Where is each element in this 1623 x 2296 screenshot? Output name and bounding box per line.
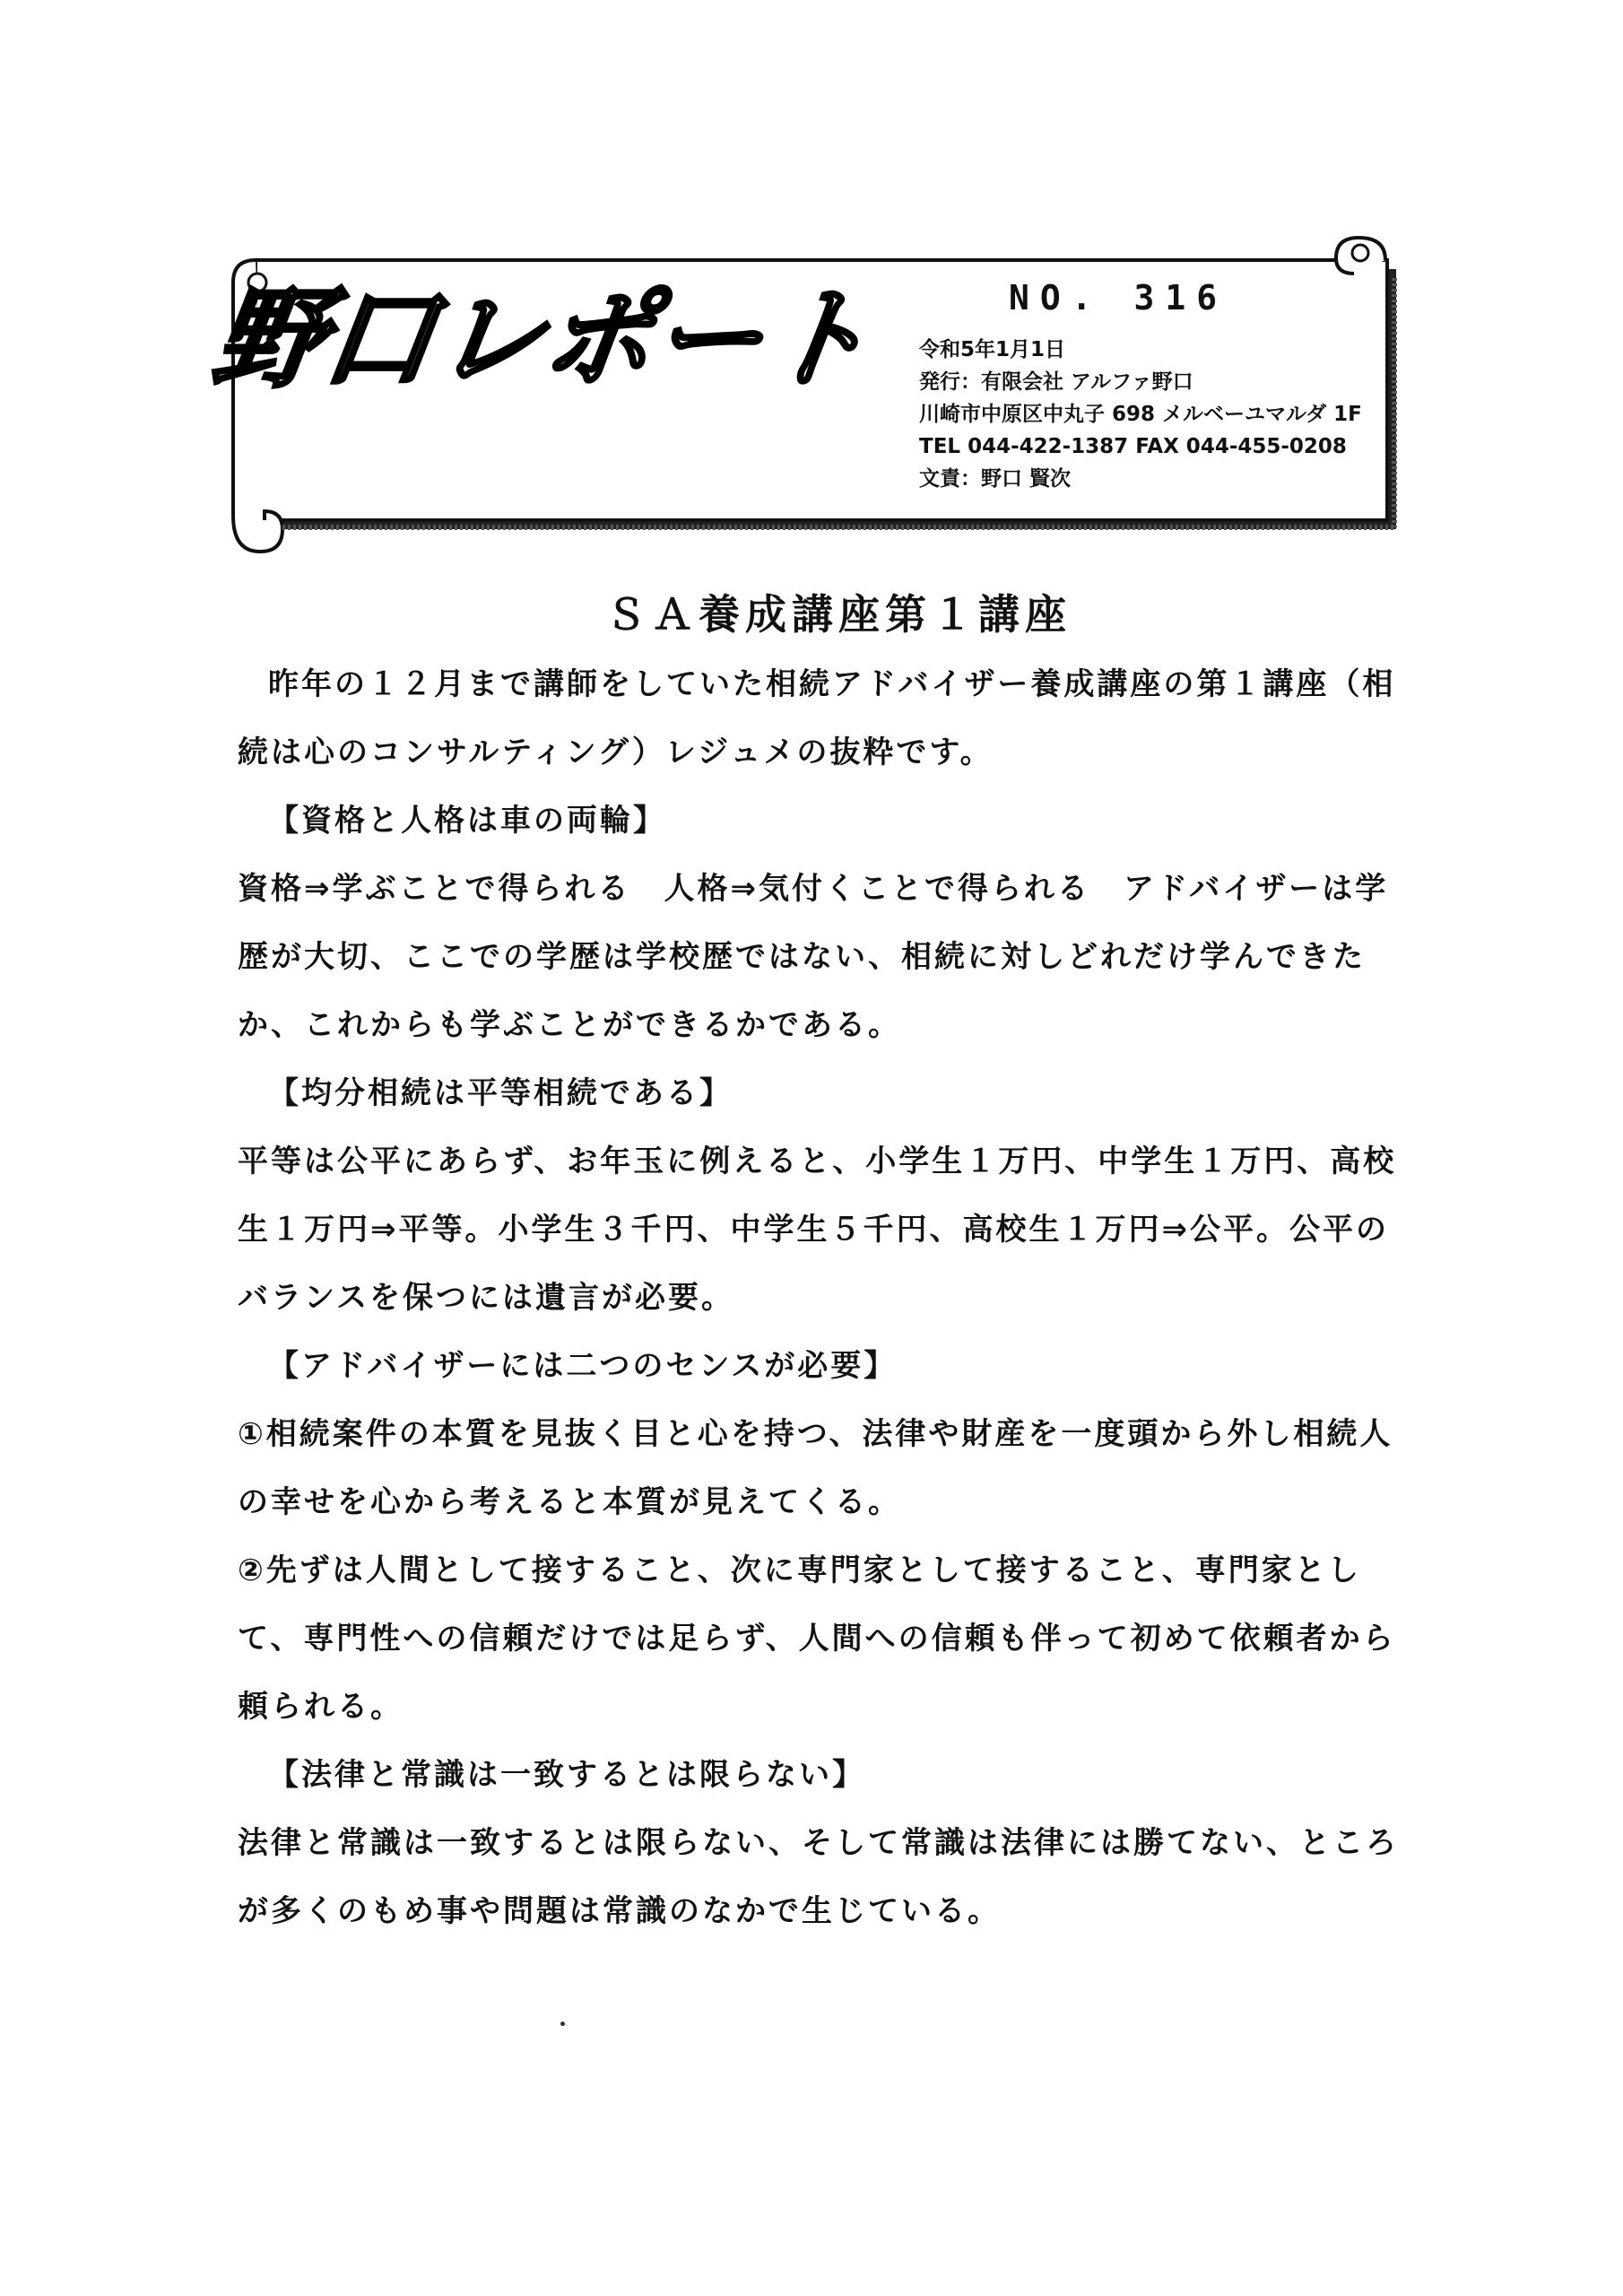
- section-paragraph: ①相続案件の本質を見抜く目と心を持つ、法律や財産を一度頭から外し相続人の幸せを心から考えると本質が見えてくる。: [238, 1416, 1393, 1520]
- section-paragraph: 法律と常識は一致するとは限らない、そして常識は法律には勝てない、ところが多くのもめ事や問題は常識のなかで生じている。: [238, 1825, 1399, 1929]
- issue-number: NO. 316: [1009, 278, 1228, 317]
- section-paragraph: 資格⇒学ぶことで得られる 人格⇒気付くことで得られる アドバイザーは学歴が大切、ここでの学歴は学校歴ではない、相続に対しどれだけ学んできたか、これからも学ぶことができるかである。: [238, 871, 1389, 1043]
- issue-date: 令和5年1月1日: [919, 338, 1066, 361]
- scan-speck: [560, 2022, 565, 2026]
- address: 川崎市中原区中丸子 698 メルベーユマルダ 1F: [919, 403, 1362, 426]
- section-paragraph: 平等は公平にあらず、お年玉に例えると、小学生１万円、中学生１万円、高校生１万円⇒平等。小学生３千円、中学生５千円、高校生１万円⇒公平。公平のバランスを保つには遺言が必要。: [238, 1144, 1397, 1316]
- report-banner: [205, 242, 1408, 574]
- section-heading: 【資格と人格は車の両輪】: [268, 803, 666, 839]
- intro-paragraph: 昨年の１２月まで講師をしていた相続アドバイザー養成講座の第１講座（相続は心のコンサルティング）レジュメの抜粋です。: [238, 666, 1396, 770]
- brand-title: 野口レポート: [205, 274, 881, 403]
- brand-logo: [205, 242, 881, 413]
- section-paragraph: ②先ずは人間として接すること、次に専門家として接すること、専門家として、専門性への信頼だけでは足らず、人間への信頼も伴って初めて依頼者から頼られる。: [238, 1552, 1396, 1725]
- article: [238, 578, 1403, 1945]
- section-heading: 【アドバイザーには二つのセンスが必要】: [268, 1348, 898, 1384]
- section-heading: 【均分相続は平等相続である】: [268, 1075, 733, 1111]
- article-title: ＳＡ養成講座第１講座: [605, 590, 1072, 639]
- author: 文責：野口 賢次: [919, 467, 1072, 491]
- section-heading: 【法律と常識は一致するとは限らない】: [268, 1757, 865, 1793]
- publisher: 発行：有限会社 アルファ野口: [919, 370, 1193, 394]
- contact-numbers: TEL 044-422-1387 FAX 044-455-0208: [919, 435, 1347, 458]
- publication-info: [919, 334, 1362, 495]
